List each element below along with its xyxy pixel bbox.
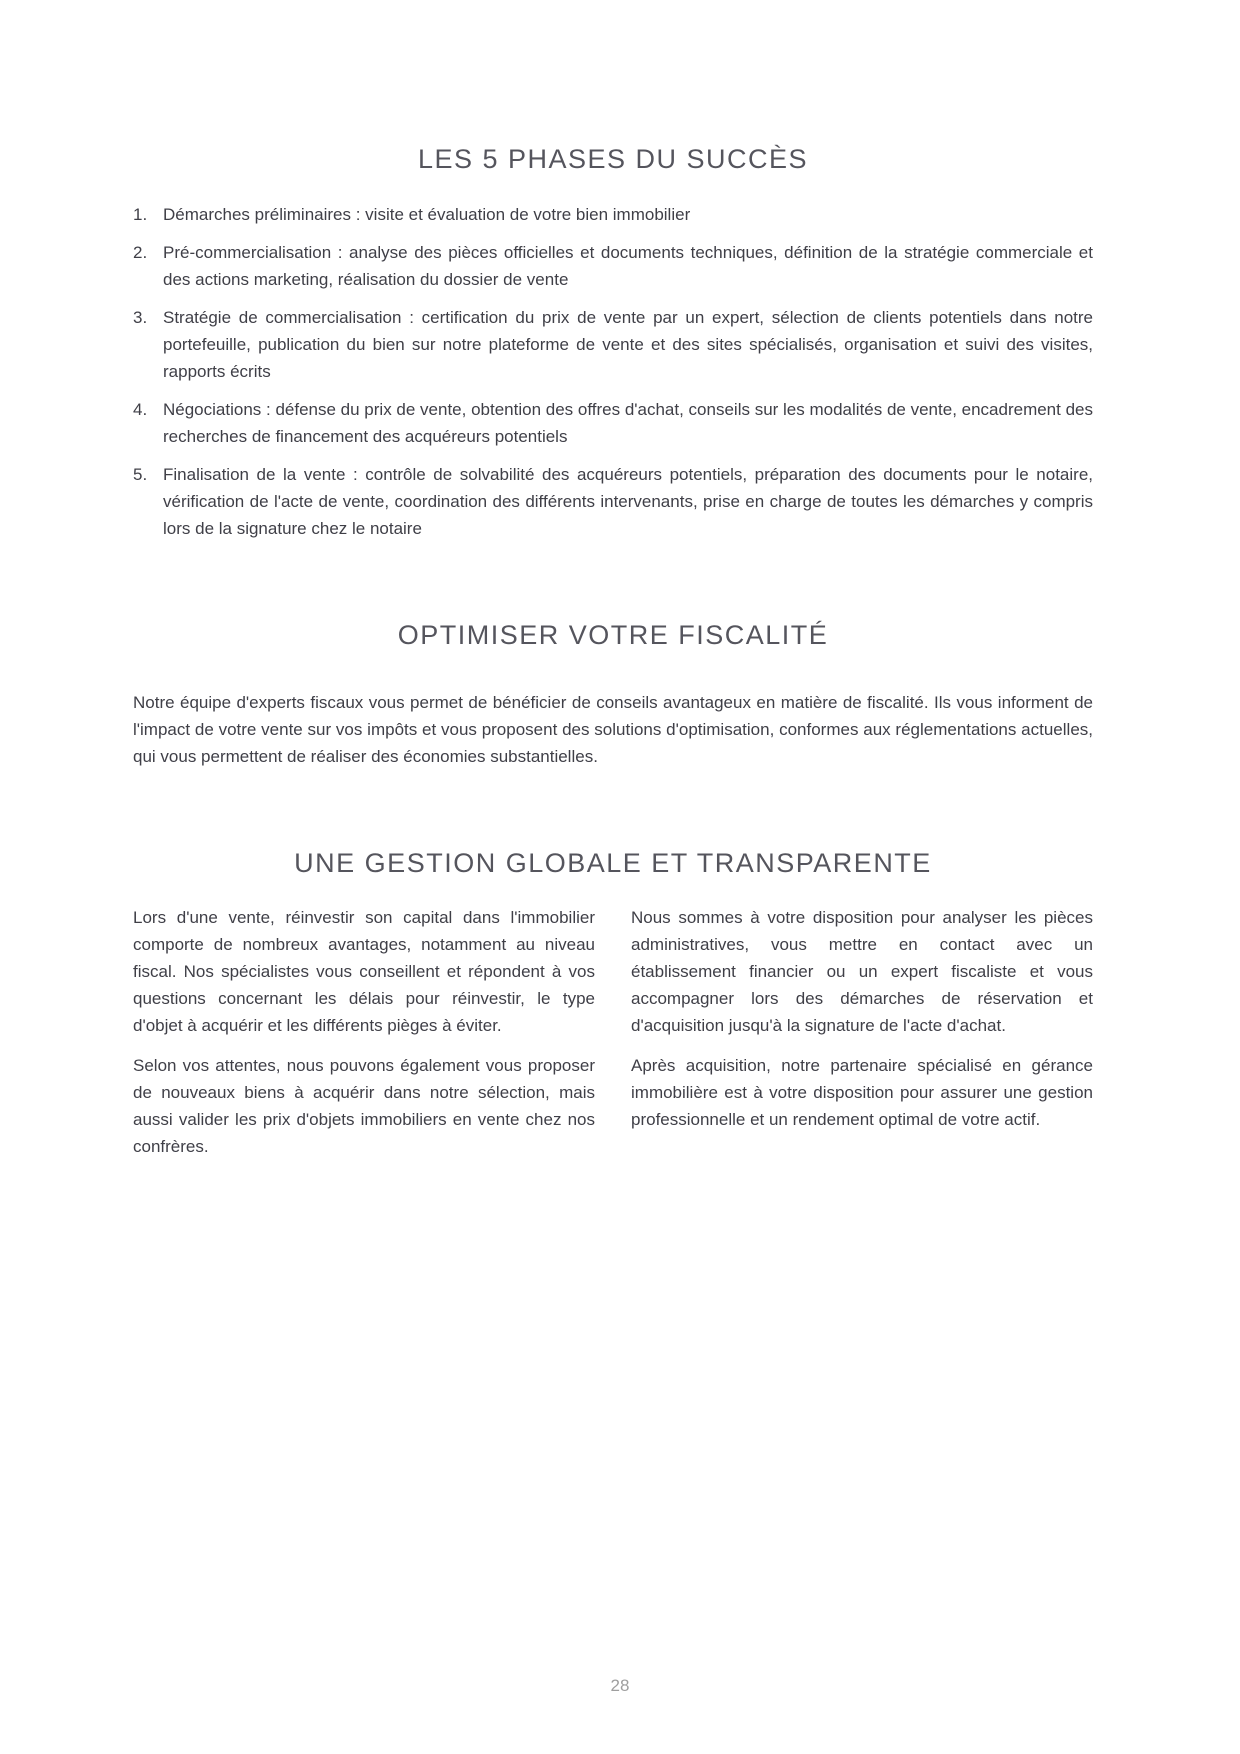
gestion-right-paragraph-2: Après acquisition, notre partenaire spécialisé en gérance immobilière est à votre disposition pour assurer une gestion professionnelle et un rendement optimal de votre actif. bbox=[631, 1056, 1093, 1129]
list-item-number: 1. bbox=[133, 205, 148, 224]
list-item-number: 3. bbox=[133, 308, 148, 327]
phases-list-item-4 bbox=[133, 396, 1093, 450]
phases-list-item-5 bbox=[133, 461, 1093, 542]
gestion-left-paragraph-1: Lors d'une vente, réinvestir son capital dans l'immobilier comporte de nombreux avantages, notamment au niveau fiscal. Nos spécialistes vous conseillent et répondent à vos questions concernant les délais pour réinvestir, le type d'objet à acquérir et les différents pièges à éviter. bbox=[133, 908, 595, 1035]
gestion-left-paragraph-2: Selon vos attentes, nous pouvons également vous proposer de nouveaux biens à acquérir dans notre sélection, mais aussi valider les prix d'objets immobiliers en vente chez nos confrères. bbox=[133, 1056, 595, 1156]
gestion-left-column bbox=[133, 904, 595, 1160]
list-item-number: 5. bbox=[133, 465, 148, 484]
gestion-right-paragraph-1: Nous sommes à votre disposition pour analyser les pièces administratives, vous mettre en contact avec un établissement financier ou un expert fiscaliste et vous accompagner lors des démarches de réservation et d'acquisition jusqu'à la signature de l'acte d'achat. bbox=[631, 908, 1093, 1035]
page-number: 28 bbox=[610, 1676, 630, 1695]
gestion-two-column-layout bbox=[133, 904, 1093, 1160]
list-item-text: Pré-commercialisation : analyse des pièces officielles et documents techniques, définition de la stratégie commerciale et des actions marketing, réalisation du dossier de vente bbox=[163, 243, 1093, 289]
gestion-section-title: UNE GESTION GLOBALE ET TRANSPARENTE bbox=[294, 848, 932, 878]
fiscalite-paragraph: Notre équipe d'experts fiscaux vous permet de bénéficier de conseils avantageux en matière de fiscalité. Ils vous informent de l'impact de votre vente sur vos impôts et vous proposent des solutions d'optimisation, conformes aux réglementations actuelles, qui vous permettent de réaliser des économies substantielles. bbox=[133, 693, 1093, 766]
phases-section-title: LES 5 PHASES DU SUCCÈS bbox=[417, 144, 809, 174]
phases-list-item-3 bbox=[133, 304, 1093, 385]
list-item-number: 2. bbox=[133, 243, 148, 262]
list-item-text: Démarches préliminaires : visite et évaluation de votre bien immobilier bbox=[163, 205, 691, 224]
phases-list-item-1 bbox=[133, 201, 1093, 228]
list-item-text: Finalisation de la vente : contrôle de solvabilité des acquéreurs potentiels, préparation des documents pour le notaire, vérification de l'acte de vente, coordination des différents intervenants, prise en charge de toutes les démarches y compris lors de la signature chez le notaire bbox=[163, 465, 1093, 538]
list-item-text: Stratégie de commercialisation : certification du prix de vente par un expert, sélection de clients potentiels dans notre portefeuille, publication du bien sur notre plateforme de vente et des sites spécialisés, organisation et suivi des visites, rapports écrits bbox=[163, 308, 1093, 381]
phases-list-item-2 bbox=[133, 239, 1093, 293]
list-item-text: Négociations : défense du prix de vente, obtention des offres d'achat, conseils sur les modalités de vente, encadrement des recherches de financement des acquéreurs potentiels bbox=[163, 400, 1093, 446]
page-content bbox=[133, 0, 1093, 1160]
list-item-number: 4. bbox=[133, 400, 148, 419]
gestion-right-column bbox=[631, 904, 1093, 1160]
fiscalite-section-title: OPTIMISER VOTRE FISCALITÉ bbox=[397, 620, 829, 650]
phases-list bbox=[133, 201, 1093, 542]
